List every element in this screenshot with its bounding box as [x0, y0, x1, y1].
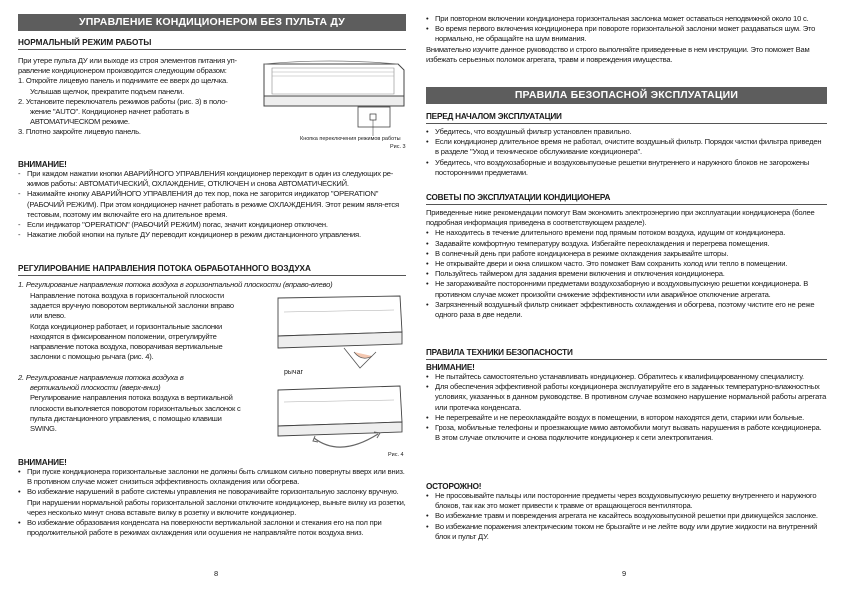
before-list — [426, 127, 827, 178]
warning-2-list — [18, 467, 406, 538]
list-item: • Убедитесь, что воздушный фильтр установлен правильно. — [426, 127, 827, 137]
list-item: • Во время первого включения кондиционера при повороте горизонтальной заслонки может раздаваться шум. Это нормально, не обращайте на шум внимания. — [426, 24, 827, 44]
step-1b: Услышав щелчок, прекратите подъем панели. — [30, 86, 185, 96]
list-item: - Если индикатор "OPERATION" (РАБОЧИЙ РЕЖИМ) погас, значит кондиционер отключен. — [18, 220, 406, 230]
step-3: 3. Плотно закройте лицевую панель. — [18, 127, 141, 137]
caution-title: ОСТОРОЖНО! — [426, 482, 482, 491]
list-item: • Не открывайте двери и окна слишком часто. Это поможет Вам сохранить холод или тепло в помещении. — [426, 259, 827, 269]
step-1a: 1. Откройте лицевую панель и поднимите ее вверх до щелчка. — [18, 76, 228, 86]
airflow-1-line: заслонки с помощью рычага (рис. 4). — [30, 352, 154, 362]
list-item: • Задавайте комфортную температуру воздуха. Избегайте переохлаждения и перегрева помещения. — [426, 239, 827, 249]
list-item: • Если кондиционер длительное время не работал, очистите воздушный фильтр. Порядок чистки фильтра приведен в разделе "Уход и техническое обслуживание кондиционера". — [426, 137, 827, 157]
lever-label: рычаг — [284, 369, 304, 376]
airflow-2-heading-a: 2. Регулирование направления потока воздуха в — [18, 373, 184, 382]
page-number-right: 9 — [622, 569, 627, 578]
airflow-2-heading-b: вертикальной плоскости (вверх-вниз) — [30, 383, 161, 393]
list-item: • В солнечный день при работе кондиционера в режиме охлаждения закрывайте шторы. — [426, 249, 827, 259]
list-item: • Не находитесь в течение длительного времени под прямым потоком воздуха, идущим от кондиционера. — [426, 228, 827, 238]
fig3-label: Рис. 3 — [390, 144, 406, 150]
tips-title: СОВЕТЫ ПО ЭКСПЛУАТАЦИИ КОНДИЦИОНЕРА — [426, 193, 611, 202]
before-title: ПЕРЕД НАЧАЛОМ ЭКСПЛУАТАЦИИ — [426, 112, 562, 121]
list-item: • Гроза, мобильные телефоны и проезжающие мимо автомобили могут вызвать нарушения в работе кондиционера. В этом случае отключите и снова подключите кондиционер к сети электропитания. — [426, 423, 827, 443]
list-item: • Во избежание нарушений в работе системы управления не поворачивайте горизонтальную заслонку вручную. При нарушении нормальной работы горизонтальной заслонки отключите кондиционер, выньте вилку из розетки, через несколько минут снова вставьте вилку в розетку и включите кондиционер. — [18, 487, 406, 518]
list-item: • Пользуйтесь таймером для задания времени включения и отключения кондиционера. — [426, 269, 827, 279]
tips-list — [426, 228, 827, 320]
intro-text: При утере пульта ДУ или выходе из строя элементов питания уп-равление кондиционером производится следующим образом: — [18, 56, 237, 76]
step-2a: 2. Установите переключатель режимов работы (рис. 3) в поло- — [18, 96, 228, 106]
warning-2-title: ВНИМАНИЕ! — [18, 458, 67, 467]
left-banner: УПРАВЛЕНИЕ КОНДИЦИОНЕРОМ БЕЗ ПУЛЬТА ДУ — [18, 14, 406, 31]
warning-1-list — [18, 169, 406, 240]
page-number-left: 8 — [214, 569, 219, 578]
list-item: • При пуске кондиционера горизонтальные заслонки не должны быть слишком сильно повернуты вверх или вниз. В противном случае может снизиться эффективность охлаждения или обогрева. — [18, 467, 406, 487]
list-item: • При повторном включении кондиционера горизонтальная заслонка может оставаться неподвижной около 10 с. — [426, 14, 827, 24]
fig4-label: Рис. 4 — [388, 452, 404, 458]
list-item: • Не просовывайте пальцы или посторонние предметы через воздуховыпускную решетку внутреннего и наружного блоков, так как это может привести к травме от вращающегося вентилятора. — [426, 491, 827, 511]
list-item: • Убедитесь, что воздухозаборные и воздуховыпускные решетки внутреннего и наружного блоков не загорожены посторонними предметами. — [426, 158, 827, 178]
list-item: - При каждом нажатии кнопки АВАРИЙНОГО УПРАВЛЕНИЯ кондиционер переходит в один из следующих ре-жимов работы: АВТОМАТИЧЕСКИЙ, ОХЛАЖДЕНИЕ, ОТКЛЮЧЕН и снова АВТОМАТИЧЕСКИЙ. — [18, 169, 406, 189]
list-item: • Во избежание образования конденсата на поверхности вертикальной заслонки и стекания его на пол при продолжительной работе в режимах охлаждения или осушения не направляйте поток воздуха вниз. — [18, 518, 406, 538]
caution-list — [426, 491, 827, 542]
list-item: • Для обеспечения эффективной работы кондиционера эксплуатируйте его в заданных температурно-влажностных условиях, указанных в данном руководстве. В противном случае возможно нарушение нормальной работы агрегата или протечка конденсата. — [426, 382, 827, 413]
normal-mode-title: НОРМАЛЬНЫЙ РЕЖИМ РАБОТЫ — [18, 38, 152, 47]
list-item: • Во избежание травм и повреждения агрегата не касайтесь воздуховыпускной решетки при движущейся заслонке. — [426, 511, 827, 521]
airflow-1-line: или влево. — [30, 311, 66, 321]
list-item: • Не пытайтесь самостоятельно устанавливать кондиционер. Обратитесь к квалифицированному специалисту. — [426, 372, 827, 382]
list-item: • Во избежание поражения электрическим током не брызгайте и не лейте воду или другие жидкости на внутренний блок и пульт ДУ. — [426, 522, 827, 542]
airflow-2-line: плоскости выполняется поворотом горизонтальных заслонок с — [30, 403, 241, 413]
airflow-2-line: Регулирование направления потока воздуха в вертикальной — [30, 393, 233, 403]
airflow-1-heading: 1. Регулирование направления потока воздуха в горизонтальной плоскости (вправо-влево) — [18, 280, 333, 289]
airflow-1-line: задается вручную поворотом вертикальной заслонки вправо — [30, 301, 234, 311]
airflow-1-line: направление потока воздуха, поворачивая вертикальные — [30, 342, 223, 352]
airflow-1-line: Когда кондиционер работает, и горизонтальные заслонки — [30, 321, 223, 331]
attention-list — [426, 372, 827, 443]
tips-intro: Приведенные ниже рекомендации помогут Вам экономить электроэнергию при эксплуатации кондиционера (более подробная информация приведена в соответствующем разделе). — [426, 208, 815, 228]
list-item: • Не загораживайте посторонними предметами воздухозаборную и воздуховыпускную решетки кондиционера. В противном случае может произойти снижение эффективности или аварийное отключение агрегата. — [426, 279, 827, 299]
list-item: - Нажатие любой кнопки на пульте ДУ переводит кондиционер в режим дистанционного управления. — [18, 230, 406, 240]
airflow-2-line: пульта дистанционного управления, с помощью клавиши — [30, 413, 222, 423]
top-notes — [426, 14, 827, 45]
airflow-1-line: находятся в фиксированном положении, отрегулируйте — [30, 331, 217, 341]
warning-1-title: ВНИМАНИЕ! — [18, 160, 67, 169]
attention-title: ВНИМАНИЕ! — [426, 363, 475, 372]
fig3-caption: Кнопка переключения режимов работы — [300, 136, 401, 142]
step-2c: АВТОМАТИЧЕСКОМ режиме. — [30, 117, 130, 127]
list-item: - Нажимайте кнопку АВАРИЙНОГО УПРАВЛЕНИЯ до тех пор, пока не загорится индикатор "OPERATION" (РАБОЧИЙ РЕЖИМ). При этом кондиционер начнет работать в режиме ОХЛАЖДЕНИЯ. Этот режим явля-ется тестовым, поэтому им включайте его на длительное время. — [18, 189, 406, 220]
top-paragraph: Внимательно изучите данное руководство и строго выполняйте приведенные в нем инструкции. Это поможет Вам избежать серьезных поломок агрегата, травм и повреждения имущества. — [426, 44, 810, 64]
airflow-2-line: SWING. — [30, 424, 57, 434]
safety-title: ПРАВИЛА ТЕХНИКИ БЕЗОПАСНОСТИ — [426, 348, 573, 357]
airflow-1-line: Направление потока воздуха в горизонтальной плоскости — [30, 291, 225, 300]
airflow-title: РЕГУЛИРОВАНИЕ НАПРАВЛЕНИЯ ПОТОКА ОБРАБОТАННОГО ВОЗДУХА — [18, 264, 311, 273]
step-2b: жение "AUTO". Кондиционер начнет работать в — [30, 107, 189, 117]
list-item: • Загрязненный воздушный фильтр снижает эффективность охлаждения и обогрева, поэтому чистите его не реже одного раза в две недели. — [426, 300, 827, 320]
right-banner: ПРАВИЛА БЕЗОПАСНОЙ ЭКСПЛУАТАЦИИ — [426, 87, 827, 104]
list-item: • Не перегревайте и не переохлаждайте воздух в помещении, в котором находятся дети, старики или больные. — [426, 413, 827, 423]
